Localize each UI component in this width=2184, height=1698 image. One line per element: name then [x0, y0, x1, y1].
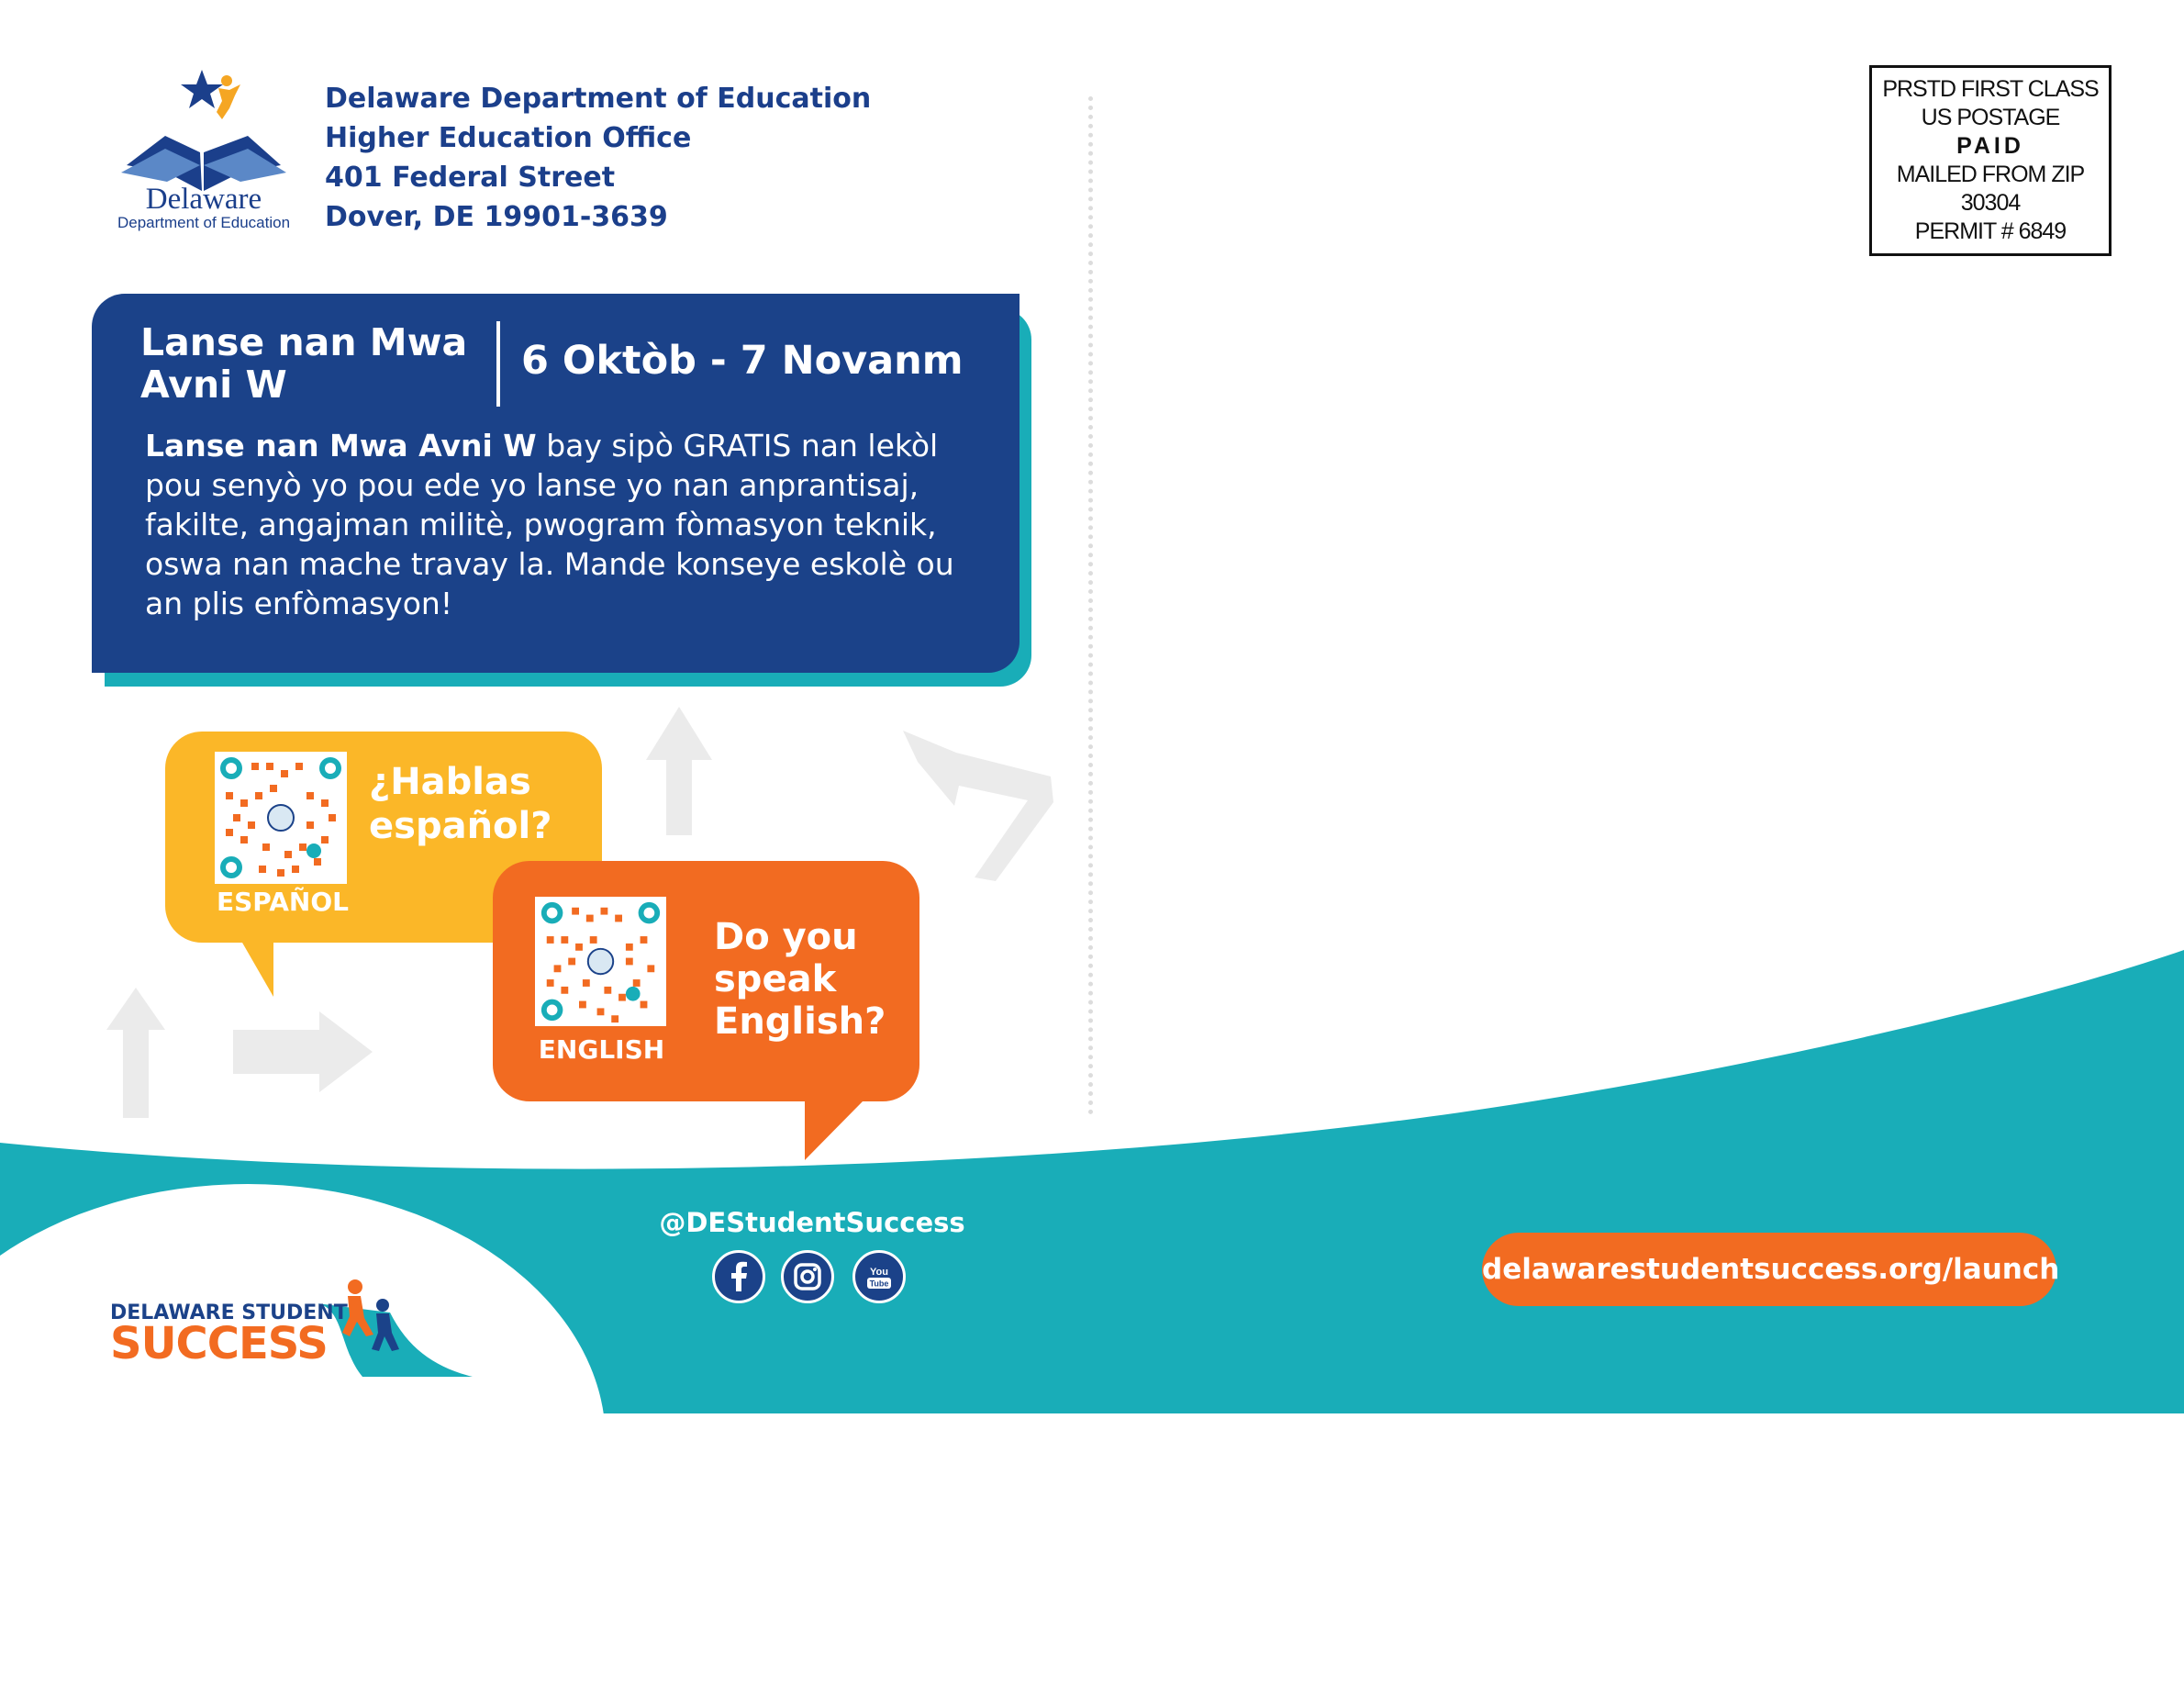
indicia-line: PRSTD FIRST CLASS	[1882, 76, 2099, 102]
english-label: ENGLISH	[538, 1034, 665, 1065]
facebook-icon[interactable]	[712, 1250, 765, 1303]
student-success-graphic	[307, 1276, 482, 1386]
callout-dates: 6 Oktòb - 7 Novanm	[521, 338, 964, 384]
return-address	[325, 79, 871, 237]
logo-subtitle: Department of Education	[117, 214, 291, 231]
brand-line-2: SUCCESS	[110, 1318, 328, 1369]
spanish-label: ESPAÑOL	[217, 887, 349, 917]
spanish-qr-code	[215, 752, 347, 884]
callout-body-bold: Lanse nan Mwa Avni W	[145, 428, 537, 464]
postage-indicia	[1869, 65, 2112, 256]
callout-body-text: bay sipò GRATIS nan lekòl pou senyò yo pou ede yo lanse yo nan anprantisaj, fakilte, angajman militè, pwogram fòmasyon teknik, oswa nan mache travay la. Mande konseye eskolè ou an plis enfòmasyon!	[145, 428, 954, 621]
indicia-paid: PAID	[1956, 133, 2024, 159]
indicia-line: US POSTAGE	[1921, 105, 2060, 130]
website-link[interactable]: delawarestudentsuccess.org/launch	[1482, 1233, 2056, 1306]
instagram-icon[interactable]	[781, 1250, 834, 1303]
spanish-question: ¿Hablas español?	[369, 761, 552, 847]
svg-text:Tube: Tube	[869, 1279, 889, 1289]
return-address-line: Higher Education Office	[325, 122, 692, 154]
indicia-line: MAILED FROM ZIP	[1896, 162, 2085, 187]
return-address-line: Dover, DE 19901-3639	[325, 201, 668, 233]
brand-line-1: DELAWARE STUDENT	[110, 1301, 348, 1324]
svg-text:You: You	[870, 1267, 888, 1278]
english-question: Do you speak English?	[714, 916, 886, 1043]
indicia-line: PERMIT # 6849	[1914, 218, 2067, 244]
return-address-line: 401 Federal Street	[325, 162, 616, 194]
social-handle: @DEStudentSuccess	[659, 1207, 965, 1238]
callout-separator	[496, 321, 500, 407]
logo-wordmark: Delaware	[145, 183, 262, 216]
return-address-line: Delaware Department of Education	[325, 83, 872, 115]
callout-body	[145, 426, 971, 623]
youtube-icon[interactable]	[852, 1250, 906, 1303]
indicia-line: 30304	[1960, 190, 2021, 216]
callout-title: Lanse nan Mwa Avni W	[140, 320, 468, 407]
